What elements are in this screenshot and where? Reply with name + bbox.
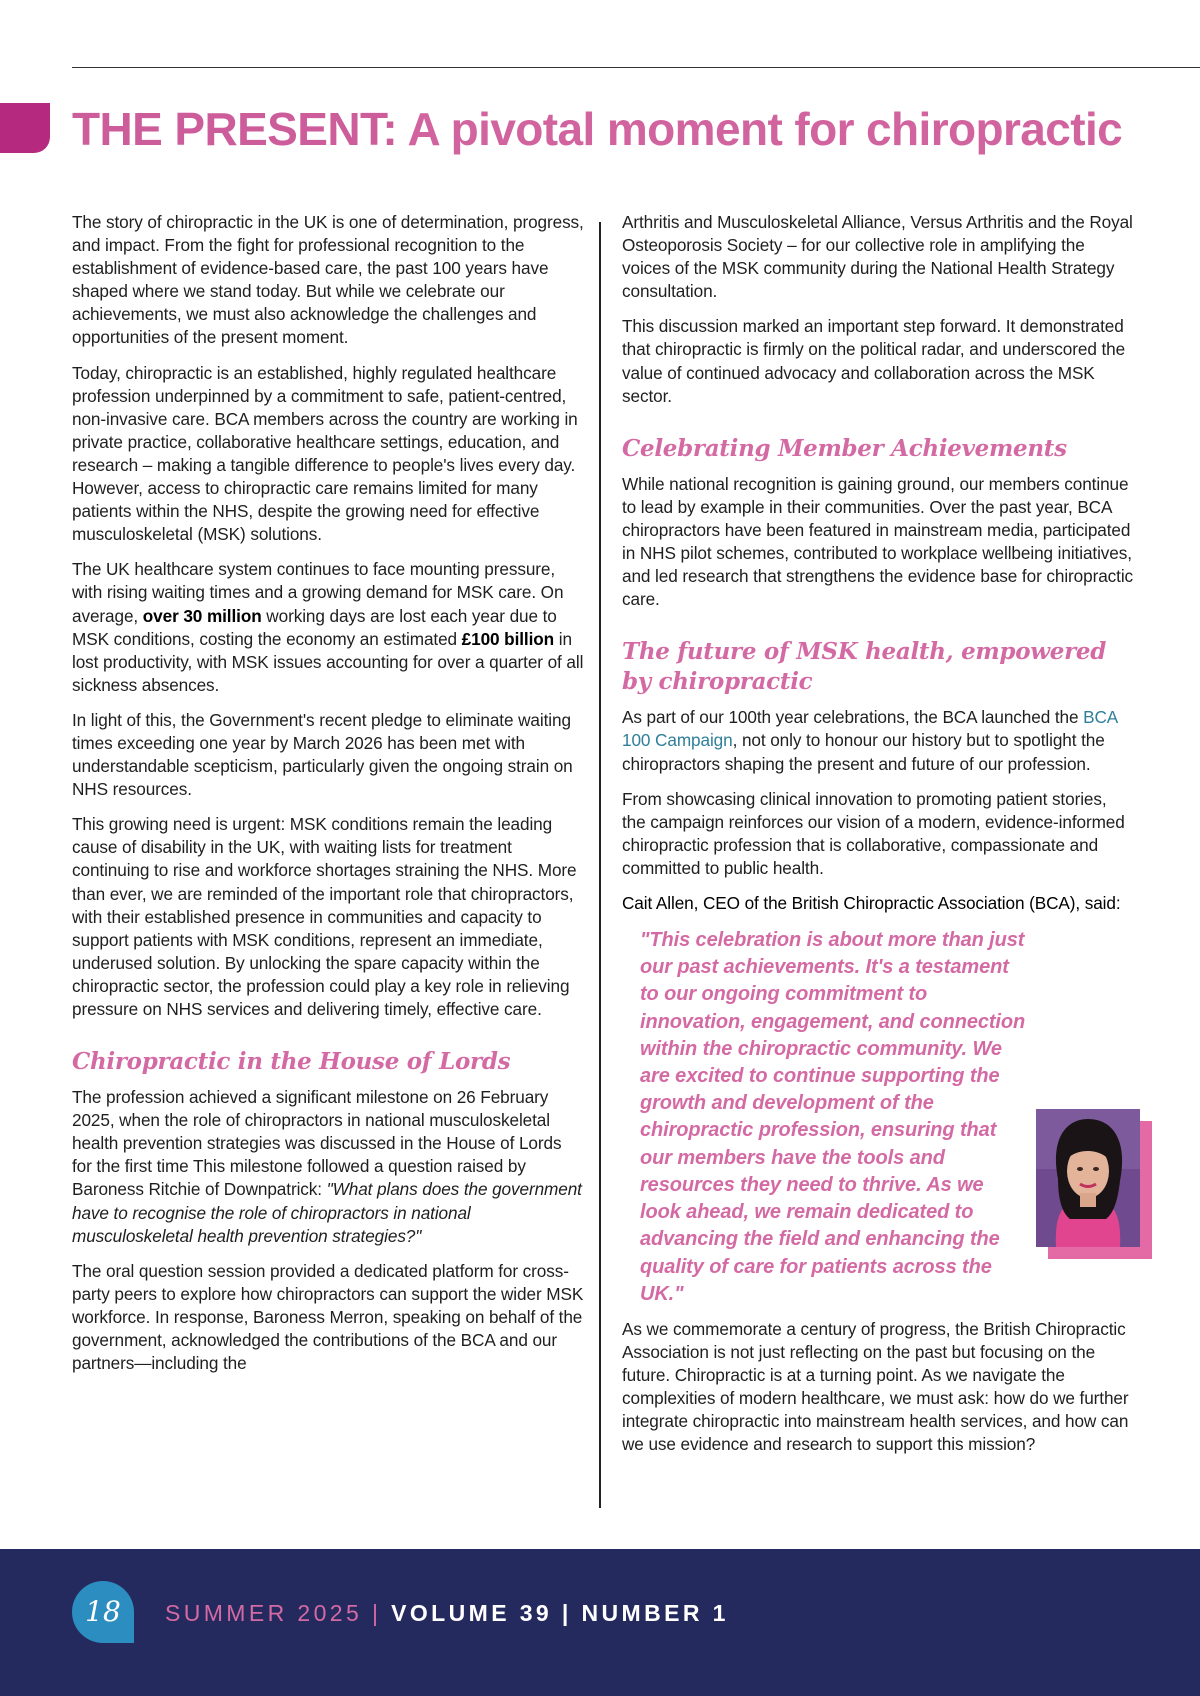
page-title-strong: THE PRESENT: <box>72 103 398 155</box>
paragraph: Today, chiropractic is an established, highly regulated healthcare profession underpinned by a commitment to safe, patient-centred, non-invasive care. BCA members across the country are working in private practice, collaborative healthcare settings, education, and research – making a tangible difference to people's lives every day. However, access to chiropractic care remains limited for many patients within the NHS, despite the growing need for effective musculoskeletal (MSK) solutions. <box>72 362 578 545</box>
left-column <box>72 211 584 1387</box>
right-column <box>622 211 1134 1468</box>
paragraph-msk-statistics <box>72 558 584 697</box>
text-run: working days are lost each year due to MSK conditions, costing the economy an estimated <box>72 605 557 649</box>
paragraph: This growing need is urgent: MSK conditions remain the leading cause of disability in the UK, with waiting lists for treatment continuing to rise and workforce shortages straining the NHS. More than ever, we are reminded of the important role that chiropractors, with their established presence in communities and capacity to support patients with MSK conditions, represent an immediate, underused solution. By unlocking the spare capacity within the chiropractic sector, the profession could play a key role in relieving pressure on NHS services and delivering timely, effective care. <box>72 814 577 1019</box>
footer-issue-info <box>165 1600 729 1627</box>
quote-text: "This celebration is about more than just our past achievements. It's a testament to our ongoing commitment to innovation, engagement, and connection within the chiropractic community. We are excited to continue supporting the growth and development of the chiropractic profession, ensuring that our members have the tools and resources they need to thrive. As we look ahead, we remain dedicated to advancing the field and enhancing the quality of care for patients across the UK." <box>640 929 1026 1305</box>
footer-separator: | <box>362 1600 392 1626</box>
photo-frame <box>1036 1109 1140 1247</box>
text-run: in lost productivity, with MSK issues accounting for over a quarter of all sickness absences. <box>72 628 584 695</box>
bca-100-campaign-link[interactable]: BCA 100 Campaign <box>622 707 1118 751</box>
text-run: The UK healthcare system continues to face mounting pressure, with rising waiting times and a growing demand for MSK care. On average, <box>72 559 564 626</box>
paragraph-quote-attribution: Cait Allen, CEO of the British Chiropractic Association (BCA), said: <box>622 892 1121 913</box>
quote-text-block <box>640 927 1134 1308</box>
paragraph: As we commemorate a century of progress, the British Chiropractic Association is not just reflecting on the past but focusing on the future. Chiropractic is at a turning point. As we navigate the complexities of modern healthcare, we must ask: how do we further integrate chiropractic into mainstream health services, and how can we use evidence and research to support this mission? <box>622 1318 1129 1455</box>
paragraph: The oral question session provided a dedicated platform for cross-party peers to explore how chiropractors can support the wider MSK workforce. In response, Baroness Merron, speaking on behalf of the government, acknowledged the contributions of the BCA and our partners—including the <box>72 1260 584 1374</box>
bold-stat-cost: £100 billion <box>461 628 555 649</box>
section-tab-marker <box>0 103 50 153</box>
page-title-rest: A pivotal moment for chiropractic <box>397 103 1123 155</box>
paragraph-campaign <box>622 706 1134 775</box>
subheading-member-achievements: Celebrating Member Achievements <box>622 434 1067 462</box>
text-run: The profession achieved a significant milestone on 26 February 2025, when the role of chiropractors in national musculoskeletal health prevention strategies was discussed in the House of Lords for the first time This milestone followed a question raised by Baroness Ritchie of Downpatrick: <box>72 1087 562 1200</box>
pull-quote <box>622 927 1134 1308</box>
subheading-house-of-lords: Chiropractic in the House of Lords <box>72 1048 511 1076</box>
top-rule <box>72 67 1200 68</box>
paragraph: From showcasing clinical innovation to promoting patient stories, the campaign reinforces our vision of a modern, evidence-informed chiropractic profession that is collaborative, compassionate and committed to public health. <box>622 788 1125 878</box>
footer-volume: VOLUME 39 | NUMBER 1 <box>391 1600 729 1626</box>
subheading-future-msk: The future of MSK health, empowered by chiropractic <box>622 638 1107 696</box>
portrait-photo <box>1036 1109 1152 1259</box>
paragraph: Arthritis and Musculoskeletal Alliance, Versus Arthritis and the Royal Osteoporosis Society – for our collective role in amplifying the voices of the MSK community during the National Health Strategy consultation. <box>622 212 1133 302</box>
column-divider <box>599 222 601 1508</box>
text-run: As part of our 100th year celebrations, the BCA launched the <box>622 707 1084 728</box>
paragraph-lords-milestone <box>72 1086 584 1248</box>
footer-season: SUMMER 2025 <box>165 1600 363 1626</box>
page-title <box>72 102 1122 156</box>
paragraph: While national recognition is gaining ground, our members continue to lead by example in their communities. Over the past year, BCA chiropractors have been featured in mainstream media, participated in NHS pilot schemes, contributed to workplace wellbeing initiatives, and led research that strengthens the evidence base for chiropractic care. <box>622 473 1134 610</box>
portrait-illustration <box>1036 1109 1140 1247</box>
paragraph: In light of this, the Government's recent pledge to eliminate waiting times exceeding one year by March 2026 has been met with understandable scepticism, particularly given the ongoing strain on NHS resources. <box>72 709 573 800</box>
italic-question: "What plans does the government have to recognise the role of chiropractors in national musculoskeletal health prevention strategies?" <box>72 1179 582 1246</box>
paragraph: This discussion marked an important step forward. It demonstrated that chiropractic is firmly on the political radar, and underscored the value of continued advocacy and collaboration across the MSK sector. <box>622 316 1126 406</box>
bold-stat-working-days: over 30 million <box>142 605 262 626</box>
page-number-badge: 18 <box>72 1581 134 1643</box>
text-run: , not only to honour our history but to spotlight the chiropractors shaping the present and future of our profession. <box>622 730 1105 774</box>
paragraph: The story of chiropractic in the UK is one of determination, progress, and impact. From the fight for professional recognition to the establishment of evidence-based care, the past 100 years have shaped where we stand today. But while we celebrate our achievements, we must also acknowledge the challenges and opportunities of the present moment. <box>72 212 584 348</box>
